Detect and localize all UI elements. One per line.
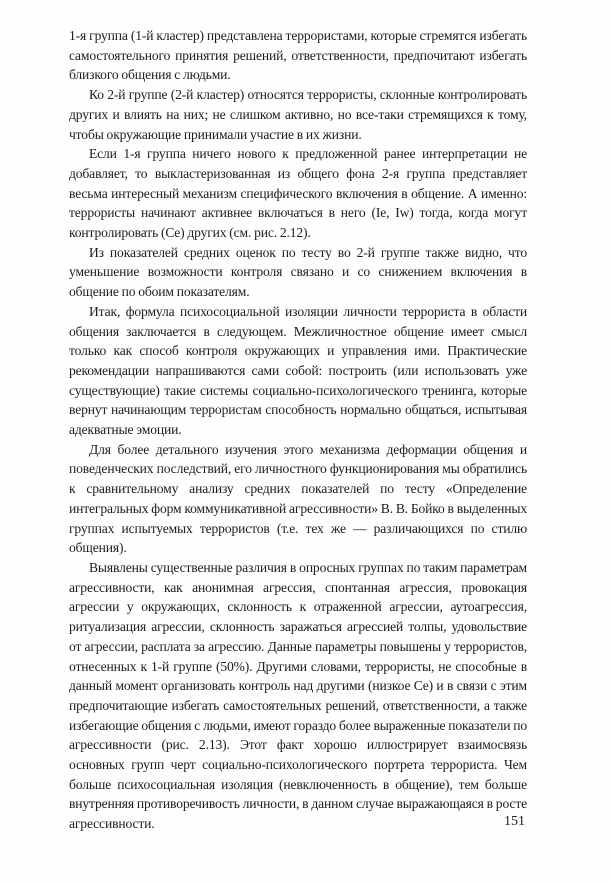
- paragraph-6: Для более детального изучения этого механизма деформации общения и поведенческих последствий, его личностного функционирования мы обратились к сравнительному анализу средних показателей по тесту «Определение интегральных форм коммуникативной агрессивности» В. В. Бойко в выделенных группах испытуемых террористов (т.е. тех же — различающихся по стилю общения).: [69, 441, 527, 556]
- body-text: [69, 26, 527, 834]
- paragraph-3: Если 1-я группа ничего нового к предложенной ранее интерпретации не добавляет, то выкластеризованная из общего фона 2-я группа представляет весьма интересный механизм специфического включения в общение. А именно: террористы начинают активнее включаться в него (Ie, Iw) тогда, когда могут контролировать (Ce) других (см. рис. 2.12).: [69, 146, 527, 241]
- paragraph-4: Из показателей средних оценок по тесту во 2-й группе также видно, что уменьшение возможности контроля связано и со снижением включения в общение по обоим показателям.: [69, 244, 527, 300]
- paragraph-5: Итак, формула психосоциальной изоляции личности террориста в области общения заключается в следующем. Межличностное общение имеет смысл только как способ контроля окружающих и управления ими. Практические рекомендации напрашиваются сами собой: построить (или использовать уже существующие) такие системы социально-психологического тренинга, которые вернут начинающим террористам способность нормально общаться, испытывая адекватные эмоции.: [69, 303, 527, 438]
- page-number: 151: [504, 814, 525, 829]
- paragraph-7: Выявлены существенные различия в опросных группах по таким параметрам агрессивности, как анонимная агрессия, спонтанная агрессия, провокация агрессии у окружающих, склонность к отраженной агрессии, аутоагрессия, ритуализация агрессии, склонность заражаться агрессией толпы, удовольствие от агрессии, расплата за агрессию. Данные параметры повышены у террористов, отнесенных к 1-й группе (50%). Другими словами, террористы, не способные в данный момент организовать контроль над другими (низкое Ce) и в связи с этим предпочитающие избегать самостоятельных решений, ответственности, а также избегающие общения с людьми, имеют гораздо более выраженные показатели по агрессивности (рис. 2.13). Этот факт хорошо иллюстрирует взаимосвязь основных групп черт социально-психологического портрета террориста. Чем больше психосоциальная изоляция (невключенность в общение), тем больше внутренняя противоречивость личности, в данном случае выражающаяся в росте агрессивности.: [69, 559, 527, 832]
- paragraph-2: Ко 2-й группе (2-й кластер) относятся террористы, склонные контролировать других и влиять на них; не слишком активно, но все-таки стремящихся к тому, чтобы окружающие принимали участие в их жизни.: [69, 87, 527, 142]
- paragraph-1: 1-я группа (1-й кластер) представлена террористами, которые стремятся избегать самостоятельного принятия решений, ответственности, предпочитают избегать близкого общения с людьми.: [69, 28, 527, 83]
